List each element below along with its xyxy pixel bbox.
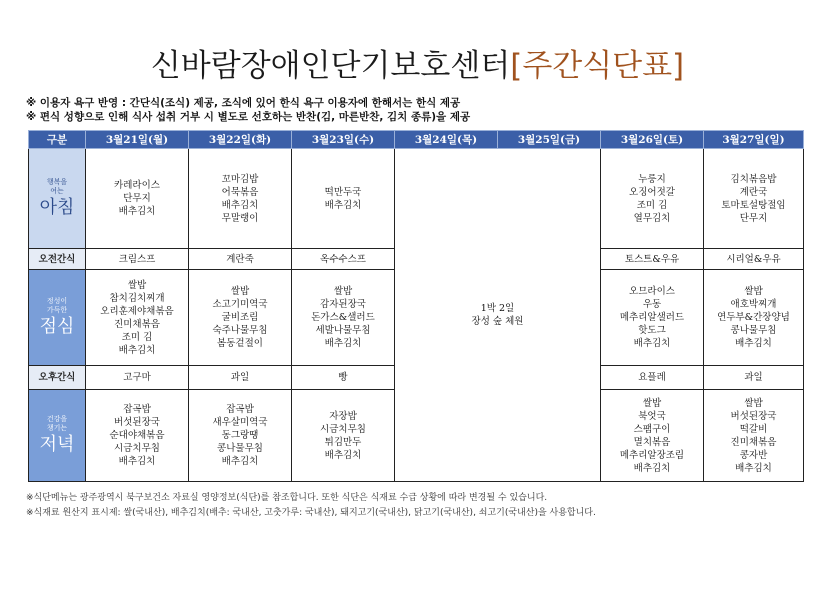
menu-item: 떡만두국 bbox=[324, 186, 362, 198]
menu-item: 열무김치 bbox=[633, 212, 671, 224]
menu-item: 단무지 bbox=[739, 212, 768, 224]
menu-cell: 과일 bbox=[189, 366, 292, 390]
menu-item: 배추김치 bbox=[633, 462, 671, 474]
menu-item: 잡곡밥 bbox=[123, 404, 151, 415]
pm-snack-label: 오후간식 bbox=[29, 366, 86, 390]
menu-cell: 계란죽 bbox=[189, 249, 292, 270]
menu-item: 스팸구이 bbox=[633, 423, 671, 435]
menu-item: 김치볶음밥 bbox=[730, 173, 777, 185]
menu-cell bbox=[189, 149, 292, 249]
note-line: ※ 이용자 욕구 반영 : 간단식(조식) 제공, 조식에 있어 한식 욕구 이용자에 한해서는 한식 제공 bbox=[26, 97, 461, 109]
menu-item: 튀김만두 bbox=[324, 436, 362, 448]
breakfast-label bbox=[29, 149, 86, 249]
menu-cell bbox=[601, 270, 704, 366]
menu-item: 단무지 bbox=[123, 193, 151, 204]
menu-item: 북엇국 bbox=[638, 410, 666, 422]
menu-cell: 고구마 bbox=[86, 366, 189, 390]
menu-item: 오므라이스 bbox=[629, 286, 675, 297]
menu-cell bbox=[86, 390, 189, 482]
menu-item: 시금치무침 bbox=[114, 443, 160, 454]
menu-cell bbox=[704, 270, 804, 366]
label-small: 여는 bbox=[50, 186, 64, 195]
menu-item: 쌀밥 bbox=[127, 279, 147, 291]
label-small: 챙기는 bbox=[46, 423, 68, 432]
menu-cell bbox=[601, 149, 704, 249]
menu-item: 쌀밥 bbox=[744, 397, 763, 409]
menu-item: 소고기미역국 bbox=[212, 299, 268, 310]
menu-item: 봄동겉절이 bbox=[217, 338, 263, 349]
lunch-label bbox=[29, 270, 86, 366]
weekly-menu-table bbox=[28, 130, 804, 482]
menu-cell bbox=[292, 270, 395, 366]
menu-item: 자장밥 bbox=[329, 410, 357, 422]
header-day: 3월23일(수) bbox=[292, 131, 395, 149]
footer-line: ※식단메뉴는 광주광역시 북구보건소 자료실 영양정보(식단)를 참조합니다. 또한 식단은 식재료 수급 상황에 따라 변경될 수 있습니다. bbox=[26, 493, 548, 503]
menu-cell bbox=[86, 270, 189, 366]
footer-line: ※식재료 원산지 표시제: 쌀(국내산), 배추김치(배추: 국내산, 고춧가루: 국내산), 돼지고기(국내산), 닭고기(국내산), 쇠고기(국내산)을 사용합니다. bbox=[26, 508, 596, 518]
menu-item: 애호박찌개 bbox=[730, 299, 777, 310]
header-day: 3월22일(화) bbox=[189, 131, 292, 149]
menu-item: 우동 bbox=[642, 299, 662, 310]
menu-item: 쌀밥 bbox=[333, 286, 353, 297]
label-small: 건강을 bbox=[46, 414, 68, 423]
menu-item: 버섯된장국 bbox=[114, 417, 160, 428]
menu-item: 쌀밥 bbox=[744, 286, 763, 297]
label-small: 정성이 bbox=[46, 296, 68, 305]
menu-item: 배추김치 bbox=[221, 199, 259, 211]
label-big: 아침 bbox=[39, 196, 75, 218]
notes bbox=[26, 96, 470, 124]
menu-item: 꼬마김밥 bbox=[221, 173, 259, 185]
menu-item: 배추김치 bbox=[324, 199, 362, 211]
label-big: 점심 bbox=[39, 315, 75, 337]
menu-item: 배추김치 bbox=[118, 456, 156, 467]
menu-cell bbox=[86, 149, 189, 249]
menu-cell bbox=[704, 149, 804, 249]
title-weekly-menu: [주간식단표] bbox=[510, 48, 685, 84]
menu-item: 감자된장국 bbox=[320, 299, 366, 310]
menu-item: 콩나물무침 bbox=[730, 325, 777, 336]
menu-cell: 시리얼&우유 bbox=[704, 249, 804, 270]
menu-cell bbox=[601, 390, 704, 482]
menu-item: 버섯된장국 bbox=[730, 410, 777, 422]
menu-cell: 요플레 bbox=[601, 366, 704, 390]
menu-item: 배추김치 bbox=[118, 344, 156, 356]
menu-item: 오징어젓갈 bbox=[629, 186, 675, 198]
footer-notes bbox=[26, 491, 596, 521]
header-day: 3월25일(금) bbox=[498, 131, 601, 149]
menu-cell bbox=[292, 390, 395, 482]
menu-item: 콩자반 bbox=[739, 449, 768, 461]
page-title bbox=[0, 44, 835, 88]
header-day: 3월26일(토) bbox=[601, 131, 704, 149]
menu-cell: 과일 bbox=[704, 366, 804, 390]
menu-cell bbox=[189, 390, 292, 482]
menu-item: 배추김치 bbox=[118, 206, 156, 217]
menu-item: 세발나물무침 bbox=[315, 325, 371, 336]
header-day: 3월27일(일) bbox=[704, 131, 804, 149]
menu-item: 시금치무침 bbox=[320, 423, 366, 435]
menu-item: 배추김치 bbox=[735, 338, 772, 349]
dinner-label bbox=[29, 390, 86, 482]
menu-item: 진미채볶음 bbox=[730, 436, 777, 448]
menu-item: 멸치볶음 bbox=[633, 436, 671, 448]
menu-cell bbox=[189, 270, 292, 366]
menu-item: 계란국 bbox=[739, 186, 768, 198]
menu-cell: 빵 bbox=[292, 366, 395, 390]
menu-cell: 크림스프 bbox=[86, 249, 189, 270]
table-header-row bbox=[29, 131, 804, 149]
menu-item: 메추리알샐러드 bbox=[619, 312, 685, 323]
menu-item: 배추김치 bbox=[633, 338, 671, 349]
event-cell bbox=[395, 149, 601, 482]
menu-cell bbox=[292, 149, 395, 249]
header-day: 3월21일(월) bbox=[86, 131, 189, 149]
menu-cell bbox=[704, 390, 804, 482]
am-snack-label: 오전간식 bbox=[29, 249, 86, 270]
menu-item: 어묵볶음 bbox=[221, 186, 259, 198]
menu-item: 연두부&간장양념 bbox=[717, 312, 790, 323]
label-big: 저녁 bbox=[39, 433, 75, 455]
header-category: 구분 bbox=[29, 131, 86, 149]
menu-item: 동그랑땡 bbox=[221, 430, 259, 441]
menu-item: 돈가스&샐러드 bbox=[311, 312, 375, 323]
breakfast-row bbox=[29, 149, 804, 249]
menu-item: 오리훈제야채볶음 bbox=[100, 305, 174, 317]
menu-cell: 토스트&우유 bbox=[601, 249, 704, 270]
menu-item: 토마토설탕절임 bbox=[721, 199, 786, 211]
event-line: 1박 2일 bbox=[480, 303, 515, 314]
event-line: 장성 숲 체원 bbox=[471, 316, 524, 327]
title-center-name: 신바람장애인단기보호센터 bbox=[150, 48, 511, 84]
menu-item: 누룽지 bbox=[638, 173, 666, 185]
header-day: 3월24일(목) bbox=[395, 131, 498, 149]
menu-item: 배추김치 bbox=[324, 449, 362, 461]
menu-item: 배추김치 bbox=[324, 338, 362, 349]
menu-item: 무말랭이 bbox=[221, 212, 259, 224]
menu-item: 진미채볶음 bbox=[114, 318, 160, 330]
menu-item: 메추리알장조림 bbox=[619, 449, 685, 461]
menu-item: 콩나물무침 bbox=[217, 443, 263, 454]
menu-item: 카레라이스 bbox=[114, 180, 160, 191]
menu-item: 핫도그 bbox=[638, 325, 666, 336]
menu-item: 잡곡밥 bbox=[226, 404, 254, 415]
menu-item: 배추김치 bbox=[221, 456, 259, 467]
menu-item: 떡갈비 bbox=[739, 423, 768, 435]
menu-item: 굴비조림 bbox=[221, 312, 259, 323]
label-small: 행복을 bbox=[46, 177, 68, 186]
menu-item: 조미 김 bbox=[636, 199, 668, 211]
menu-cell: 옥수수스프 bbox=[292, 249, 395, 270]
menu-item: 새우살미역국 bbox=[212, 417, 268, 428]
menu-item: 참치김치찌개 bbox=[109, 292, 165, 304]
menu-item: 숙주나물무침 bbox=[212, 325, 268, 336]
menu-item: 순대야채볶음 bbox=[109, 430, 165, 441]
menu-item: 쌀밥 bbox=[642, 397, 662, 409]
menu-item: 배추김치 bbox=[735, 462, 772, 474]
label-small: 가득한 bbox=[46, 305, 68, 314]
menu-item: 쌀밥 bbox=[230, 286, 250, 297]
menu-item: 조미 김 bbox=[121, 331, 153, 343]
note-line: ※ 편식 성향으로 인해 식사 섭취 거부 시 별도로 선호하는 반찬(김, 마른반찬, 김치 종류)을 제공 bbox=[26, 111, 471, 123]
